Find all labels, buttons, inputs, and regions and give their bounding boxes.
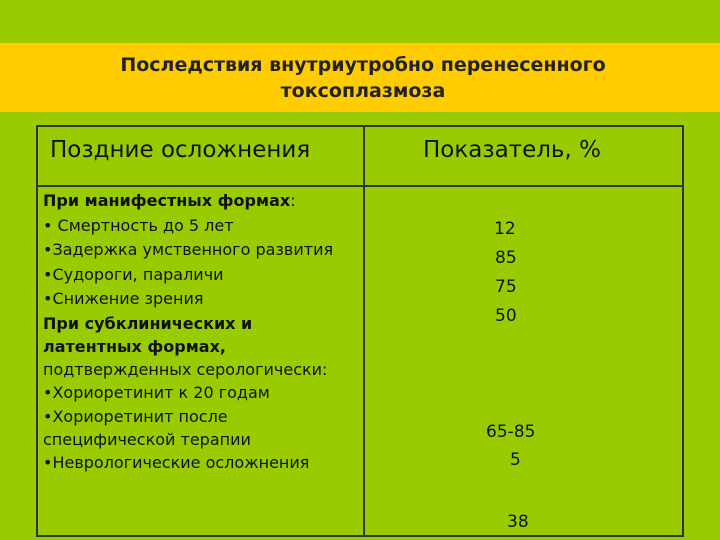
manifest-heading-colon: : xyxy=(290,191,296,210)
header-divider xyxy=(38,185,682,187)
list-item: •Снижение зрения xyxy=(43,289,204,308)
value-chorioretinitis-20: 65-85 xyxy=(486,422,536,442)
header-indicator-percent: Показатель, % xyxy=(423,137,601,163)
slide-title-line-1: Последствия внутриутробно перенесенного xyxy=(120,54,606,76)
complications-list xyxy=(43,189,361,476)
list-item: специфической терапии xyxy=(43,430,251,449)
list-item: •Хориоретинит после xyxy=(43,407,228,426)
slide-title-line-2: токсоплазмоза xyxy=(280,80,446,102)
title-banner xyxy=(0,43,720,112)
subclinical-heading: При субклинических и xyxy=(43,313,253,333)
value-vision: 50 xyxy=(495,306,517,326)
manifest-heading-row xyxy=(43,189,361,214)
subclinical-note: подтвержденных серологически: xyxy=(43,359,328,379)
list-item: •Хориоретинит к 20 годам xyxy=(43,382,270,402)
value-mental-delay: 85 xyxy=(495,248,517,268)
header-late-complications: Поздние осложнения xyxy=(50,137,311,163)
value-mortality: 12 xyxy=(494,219,516,239)
value-seizures: 75 xyxy=(495,277,517,297)
subclinical-heading: латентных формах, xyxy=(43,336,226,356)
complications-table xyxy=(36,125,684,537)
value-neurological: 38 xyxy=(507,512,529,532)
list-item: •Неврологические осложнения xyxy=(43,453,310,472)
manifest-heading: При манифестных формах xyxy=(43,191,291,210)
value-chorioretinitis-therapy: 5 xyxy=(510,450,521,470)
list-item: •Задержка умственного развития xyxy=(43,240,334,259)
list-item: •Судороги, параличи xyxy=(43,264,224,284)
column-divider xyxy=(363,127,365,535)
list-item: • Смертность до 5 лет xyxy=(43,215,234,235)
